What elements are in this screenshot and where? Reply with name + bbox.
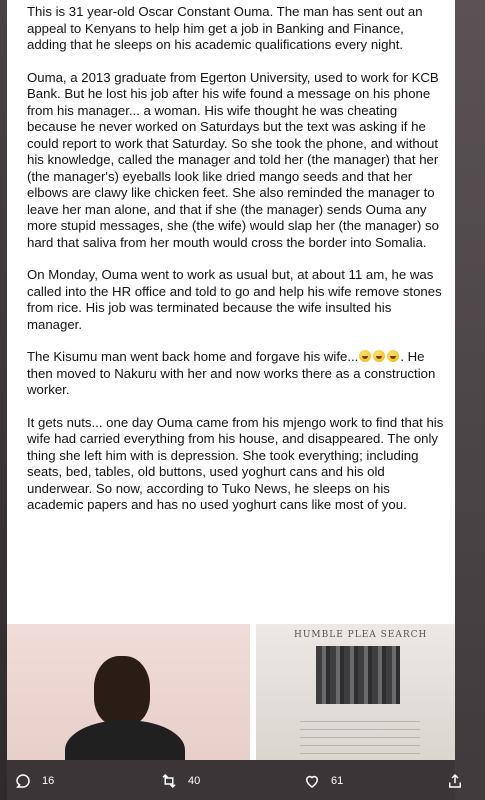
heart-icon <box>303 772 321 790</box>
reply-count: 16 <box>42 775 55 787</box>
photo-papers[interactable] <box>256 624 455 760</box>
photo-man[interactable] <box>7 624 250 760</box>
tweet-action-bar <box>0 764 485 800</box>
share-button[interactable] <box>446 772 464 790</box>
background-right-edge <box>455 0 485 800</box>
like-count: 61 <box>331 775 344 787</box>
paragraph-4 <box>27 349 447 399</box>
reply-button[interactable] <box>14 772 54 790</box>
grinning-squinting-face-icon <box>373 350 385 362</box>
paragraph-2: Ouma, a 2013 graduate from Egerton University, used to work for KCB Bank. But he lost his job after his wife found a message on his phone from his manager... a woman. His wife thought he was cheating because he never worked on Saturdays but the text was asking if he could report to work that Saturday. So she took the phone, and without his knowledge, called the manager and told her (the manager) that her (the manager's) eyeballs look like dried mango seeds and that her elbows are clawy like chicken feet. She also reminded the manager to leave her man alone, and that if she (the manager) sends Ouma any more stupid messages, she (the wife) would slap her (the manager) so hard that saliva from her mouth would cross the border into Somalia. <box>27 69 439 250</box>
paper-header: HUMBLE PLEA SEARCH <box>294 630 428 640</box>
like-button[interactable] <box>303 772 343 790</box>
handwriting <box>300 714 420 754</box>
retweet-count: 40 <box>188 775 201 787</box>
man-head <box>94 656 150 726</box>
fabric-swatch <box>316 646 400 704</box>
reply-icon <box>14 772 32 790</box>
retweet-icon <box>160 772 178 790</box>
retweet-button[interactable] <box>160 772 200 790</box>
paragraph-5: It gets nuts... one day Ouma came from his mjengo work to find that his wife had carried everything from his house, and disappeared. The only thing she left him with is depression. She took everything; including seats, bed, tables, old buttons, used yoghurt cans and his old underwear. So now, according to Tuko News, he sleeps on his academic papers and has no used yoghurt cans like most of you. <box>27 414 444 512</box>
paragraph-4-rest: . He then moved to Nakuru with her and now works there as a construction worker. <box>27 349 436 397</box>
post-card <box>7 0 455 760</box>
share-icon <box>446 772 464 790</box>
man-shirt <box>65 720 185 760</box>
emoji-row <box>358 349 400 364</box>
post-text <box>27 4 447 530</box>
paragraph-1: This is 31 year-old Oscar Constant Ouma. The man has sent out an appeal to Kenyans to help him get a job in Banking and Finance, adding that he sleeps on his academic qualifications every night. <box>27 4 423 52</box>
background-left-edge <box>0 0 7 800</box>
grinning-squinting-face-icon <box>359 350 371 362</box>
photo-grid[interactable] <box>7 624 455 760</box>
paragraph-3: On Monday, Ouma went to work as usual but, at about 11 am, he was called into the HR office and told to go and help his wife remove stones from rice. His job was terminated because the wife insulted his manager. <box>27 267 442 332</box>
paragraph-4-text: The Kisumu man went back home and forgave his wife... <box>27 349 359 364</box>
grinning-squinting-face-icon <box>387 350 399 362</box>
